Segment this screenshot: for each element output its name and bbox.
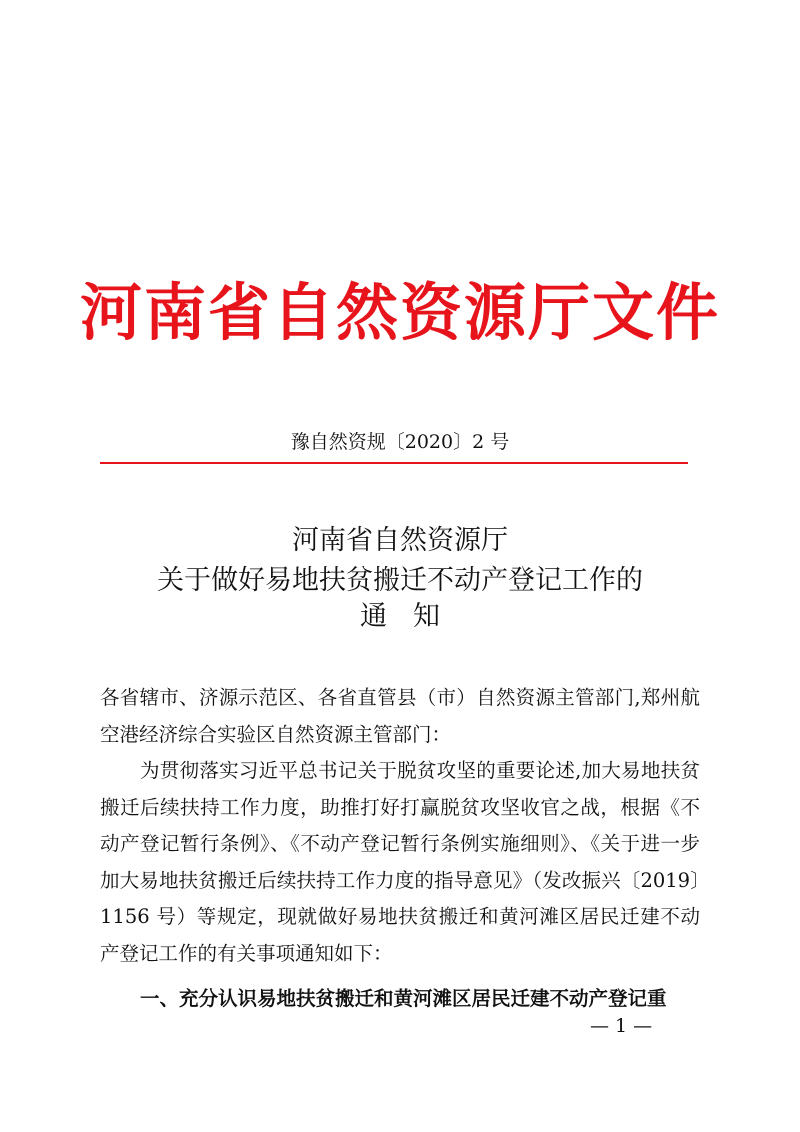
- document-number: 豫自然资规〔2020〕2 号: [290, 431, 510, 453]
- addressee-paragraph: 各省辖市、济源示范区、各省直管县（市）自然资源主管部门,郑州航空港经济综合实验区自然资源主管部门：: [100, 686, 700, 746]
- notice-title-line-2: 关于做好易地扶贫搬迁不动产登记工作的: [157, 565, 643, 596]
- notice-title-line-3: 通知: [360, 601, 466, 632]
- masthead-title: 河南省自然资源厅文件: [79, 276, 720, 349]
- section-heading-1: 一、充分认识易地扶贫搬迁和黄河滩区居民迁建不动产登记重: [140, 987, 667, 1010]
- body-paragraph: 为贯彻落实习近平总书记关于脱贫攻坚的重要论述,加大易地扶贫搬迁后续扶持工作力度，助推打好打赢脱贫攻坚收官之战，根据《不动产登记暂行条例》、《不动产登记暂行条例实施细则》、《关于进一步加大易地扶贫搬迁后续扶持工作力度的指导意见》（发改振兴〔2019〕1156 号）等规定，现就做好易地扶贫搬迁和黄河滩区居民迁建不动产登记工作的有关事项通知如下：: [100, 759, 700, 965]
- red-divider-rule: [100, 462, 688, 464]
- notice-title-line-1: 河南省自然资源厅: [292, 525, 508, 556]
- page-number: — 1 —: [590, 1015, 653, 1037]
